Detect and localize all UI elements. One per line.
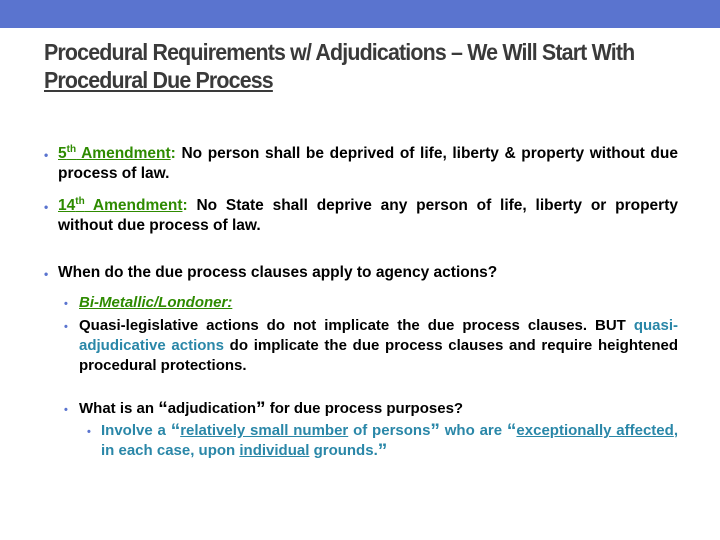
individual-text: individual [239, 442, 310, 459]
bullet-question [44, 263, 678, 283]
bullet-fifth-amendment [44, 144, 678, 184]
quasi-text-1: Quasi-legislative actions do not implicate the due process clauses. BUT [79, 317, 634, 334]
involve-text-2: of persons [348, 422, 431, 439]
amend-word: Amendment [84, 197, 183, 214]
amend-colon: : [170, 145, 176, 162]
bullet-dot-icon: • [64, 298, 68, 310]
open-quote: “ [506, 421, 517, 442]
top-accent-bar [0, 0, 720, 28]
involve-text-1: Involve a [101, 422, 171, 439]
quasi-text-2: do implicate the due process clauses and require heightened procedural protections. [79, 337, 678, 374]
amend-superscript: th [75, 195, 85, 207]
bullet-dot-icon: • [44, 200, 49, 214]
bullet-adjudication [44, 399, 678, 419]
fourteenth-amendment-label [58, 197, 182, 214]
bullet-dot-icon: • [64, 321, 68, 333]
amend-word: Amendment [76, 145, 171, 162]
relatively-small-number-text: relatively small number [180, 422, 349, 439]
quasi-adjudicative-text: quasi-adjudicative actions [79, 317, 678, 354]
open-quote: “ [158, 399, 168, 420]
bullet-dot-icon: • [87, 426, 91, 438]
close-quote: ” [430, 421, 440, 442]
bullet-quasi [44, 316, 678, 376]
bullet-dot-icon: • [64, 404, 68, 416]
involve-text-5: grounds. [309, 442, 378, 459]
exceptionally-affected-text: exceptionally affected [516, 422, 674, 439]
title-underlined-text: Procedural Due Process [44, 67, 273, 93]
close-quote: ” [377, 441, 388, 462]
involve-text-3: who are [439, 422, 507, 439]
fifth-amendment-label [58, 145, 171, 162]
adjudication-text-2: for due process purposes? [265, 400, 464, 417]
bullet-bimetallic [44, 293, 678, 313]
amend-number: 5 [58, 145, 67, 162]
fourteenth-amendment-text: No State shall deprive any person of life, liberty or property without due process of law. [58, 197, 678, 234]
close-quote: ” [256, 399, 266, 420]
adjudication-word: adjudication [167, 400, 257, 417]
fifth-amendment-text: No person shall be deprived of life, liberty & property without due process of law. [58, 145, 678, 182]
amend-colon: : [182, 197, 188, 214]
bullet-dot-icon: • [44, 267, 49, 281]
open-quote: “ [170, 421, 181, 442]
adjudication-text-1: What is an [79, 400, 159, 417]
amend-number: 14 [58, 197, 76, 214]
question-text: When do the due process clauses apply to agency actions? [58, 264, 498, 281]
bullet-dot-icon: • [44, 148, 49, 162]
slide-content [44, 144, 678, 461]
bullet-fourteenth-amendment [44, 196, 678, 236]
bullet-involve [44, 421, 678, 461]
involve-text-4: , in each case, upon [101, 422, 678, 459]
bimetallic-label: Bi-Metallic/Londoner: [79, 294, 233, 311]
slide-title [44, 38, 639, 94]
amend-superscript: th [66, 143, 77, 155]
title-text: Procedural Requirements w/ Adjudications – We Will Start With [44, 39, 635, 65]
